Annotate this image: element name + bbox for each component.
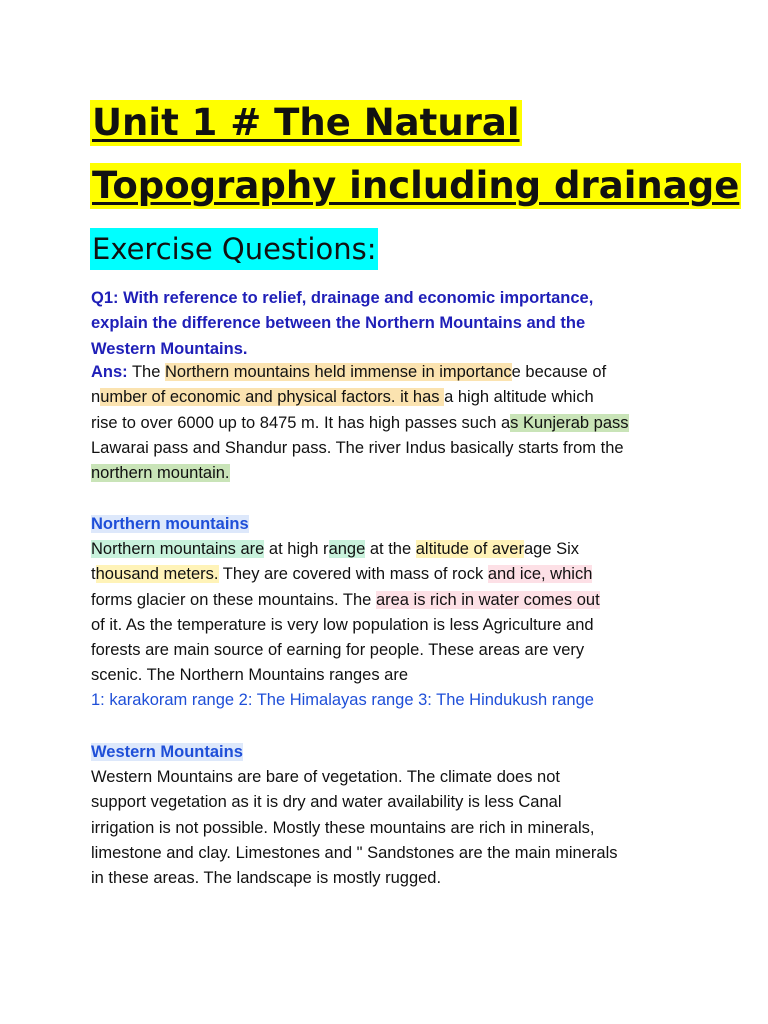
highlight-segment: altitude of aver [415,540,524,558]
title-line-1: Unit 1 # The Natural [92,101,520,144]
question-line: Western Mountains. [91,339,248,358]
answer-label: Ans: [91,363,128,381]
text-segment: at high r [264,540,329,558]
text-segment: forms glacier on these mountains. The [91,590,376,609]
western-mountains-heading: Western Mountains [91,743,243,761]
answer-line [91,411,691,436]
ranges-list: 1: karakoram range 2: The Himalayas range 3: The Hindukush range [91,691,594,709]
highlight-segment: umber of economic and physical factors. it has [100,388,445,407]
western-line: Western Mountains are bare of vegetation. The climate does not [91,768,560,786]
northern-line: of it. As the temperature is very low population is less Agriculture and [91,615,594,634]
highlight-segment: and ice, which [487,565,593,584]
highlight-segment: s Kunjerab pass [510,413,629,432]
highlight-segment: Northern mountains are [91,540,265,558]
answer-line [91,385,691,410]
answer-text [91,360,691,486]
highlight-segment: housand meters. [95,565,219,584]
highlight-segment: Northern mountains held immense in importanc [165,363,512,381]
text-segment: at the [365,540,416,558]
question-text [91,286,691,362]
highlight-segment: area is rich in water comes out [375,590,600,609]
text-segment: age Six [523,540,580,558]
answer-line [91,360,691,385]
western-line: support vegetation as it is dry and water availability is less Canal [91,793,562,812]
text-segment: They are covered with mass of rock [218,565,488,584]
northern-line: forests are main source of earning for people. These areas are very [91,641,585,660]
northern-line [91,588,691,613]
text-segment: t [91,565,96,584]
western-line: limestone and clay. Limestones and " Sandstones are the main minerals [91,843,618,862]
answer-segment: The [131,363,165,381]
answer-segment: n [91,388,101,407]
highlight-segment: ange [328,540,366,558]
northern-text [91,537,691,689]
northern-line: scenic. The Northern Mountains ranges are [91,666,409,685]
answer-line: Lawarai pass and Shandur pass. The river Indus basically starts from the [91,438,624,457]
western-text [91,765,691,891]
question-line: Q1: With reference to relief, drainage and economic importance, [91,289,594,307]
northern-heading-block [91,512,691,537]
northern-mountains-heading: Northern mountains [91,515,249,533]
title-line-2: Topography including drainage [92,164,740,207]
western-line: irrigation is not possible. Mostly these mountains are rich in minerals, [91,818,595,837]
answer-segment: rise to over 6000 up to 8475 m. It has high passes such a [91,413,511,432]
highlight-segment: northern mountain. [91,464,230,483]
northern-line [91,562,691,587]
western-line: in these areas. The landscape is mostly rugged. [91,869,442,888]
answer-segment: a high altitude which [444,388,594,407]
western-heading-block [91,740,691,765]
answer-line [91,461,691,486]
northern-line [91,537,691,562]
exercise-heading: Exercise Questions: [90,228,378,270]
question-line: explain the difference between the Northern Mountains and the [91,314,586,333]
answer-segment: e because of [511,363,607,381]
